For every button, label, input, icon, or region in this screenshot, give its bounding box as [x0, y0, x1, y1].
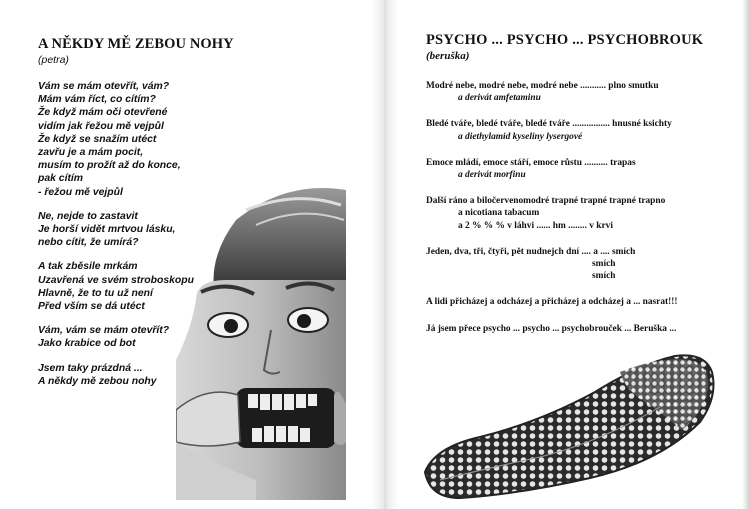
- poem-line: Vám se mám otevřít, vám?: [38, 81, 170, 92]
- verse-subline: a derivát morfinu: [458, 170, 526, 181]
- poem-line: nebo cítit, že umírá?: [38, 237, 139, 249]
- poem-line: vidím jak řežou mě vejpůl: [38, 120, 164, 132]
- verse-line: Modré nebe, modré nebe, modré nebe ........... plno smutku: [426, 81, 659, 91]
- poem-line: Jako krabice od bot: [38, 338, 136, 350]
- verse-5: [426, 246, 746, 283]
- poem-line: Uzavřená ve svém stroboskopu: [38, 274, 194, 286]
- right-poem-body: [426, 80, 746, 349]
- poem-line: Před vším se dá utéct: [38, 301, 145, 313]
- poem-line: Mám vám říct, co cítím?: [38, 94, 156, 106]
- poem-line: - řežou mě vejpůl: [38, 186, 123, 198]
- verse-line: Bledé tváře, bledé tváře, bledé tváře ................ hnusné ksichty: [426, 119, 672, 130]
- verse-line: Emoce mládí, emoce stáří, emoce růstu .......... trapas: [426, 157, 636, 168]
- verse-4: [426, 195, 746, 232]
- verse-1: [426, 80, 746, 104]
- verse-7: [426, 323, 746, 335]
- poem-line: Je horší vidět mrtvou lásku,: [38, 224, 176, 236]
- poem-line: A tak zběsile mrkám: [38, 261, 138, 273]
- verse-line: Další ráno a biločervenomodré trapné trapné trapné trapno: [426, 196, 666, 207]
- right-poem-title: PSYCHO ... PSYCHO ... PSYCHOBROUK: [426, 32, 704, 48]
- verse-line: A lidi přicházej a odcházej a přicházej a odcházej a ... nasrat!!!: [426, 297, 678, 308]
- verse-subline: a derivát amfetaminu: [458, 93, 541, 104]
- verse-2: [426, 118, 746, 142]
- poem-line: zavřu je a mám pocit,: [38, 147, 144, 159]
- verse-3: [426, 157, 746, 181]
- poem-line: A někdy mě zebou nohy: [38, 375, 157, 387]
- verse-line: smích: [592, 271, 616, 282]
- right-poem-author: (beruška): [426, 50, 470, 62]
- poem-line: musím to prožít až do konce,: [38, 160, 181, 172]
- poem-line: Vám, vám se mám otevřít?: [38, 325, 170, 337]
- verse-line: a nicotiana tabacum: [458, 208, 540, 219]
- bug-illustration: [420, 352, 718, 502]
- verse-line: a 2 % % % v láhvi ...... hm ........ v krvi: [458, 220, 613, 231]
- poem-line: Že když mám oči otevřené: [38, 107, 168, 119]
- poem-line: Že když se snažím utéct: [38, 133, 157, 145]
- face-photo-illustration: [176, 180, 346, 500]
- left-poem-title: A NĚKDY MĚ ZEBOU NOHY: [38, 36, 234, 52]
- page-fold: [372, 0, 398, 509]
- verse-line: Já jsem přece psycho ... psycho ... psychobrouček ... Beruška ...: [426, 323, 677, 334]
- left-poem-author: (petra): [38, 54, 69, 66]
- verse-6: [426, 296, 746, 308]
- verse-line: Jeden, dva, tři, čtyři, pět nudnejch dní .... a .... smích: [426, 246, 636, 257]
- poem-line: Ne, nejde to zastavit: [38, 210, 138, 222]
- poem-line: Hlavně, že to tu už není: [38, 287, 153, 299]
- poem-line: Jsem taky prázdná ...: [38, 362, 143, 374]
- poem-line: pak cítím: [38, 173, 84, 185]
- verse-subline: a diethylamid kyseliny lysergové: [458, 131, 583, 142]
- verse-line: smích: [592, 259, 616, 270]
